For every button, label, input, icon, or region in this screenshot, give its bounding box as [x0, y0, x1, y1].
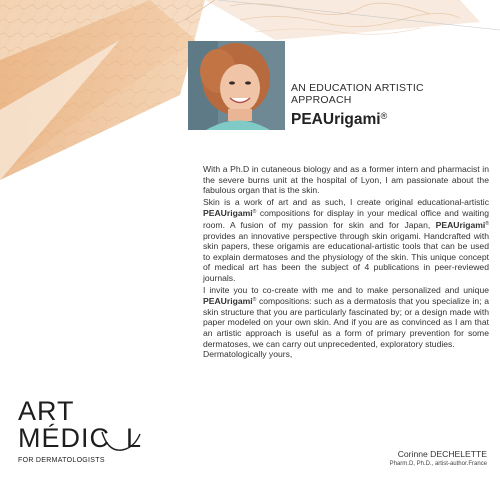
brand-inline: PEAUrigami [203, 296, 253, 307]
portrait-photo [188, 41, 285, 130]
paragraph-3: I invite you to co-create with me and to make personalized and unique PEAUrigami® compositions: such as a dermatosis that you specialize in; a skin structure that you are particularly fascinated by; or a design made with paper modeled on your own skin. And if you are as convinced as I am that an artistic approach is useful as a form of primary prevention for some dermatoses, we can carry out unprecedented, exploratory studies. [203, 284, 489, 349]
brand-inline: PEAUrigami [435, 219, 486, 230]
heading-block [291, 82, 491, 129]
brand-title [291, 107, 491, 129]
logo-line-2: MÉDIC L [18, 423, 143, 453]
signature-name: Corinne DECHELETTE [397, 449, 487, 459]
paragraph-4: Dermatologically yours, [203, 349, 293, 360]
brand-inline: PEAUrigami [203, 208, 253, 219]
subtitle-line-2: APPROACH [291, 94, 352, 106]
signature [390, 449, 487, 468]
paragraph-2: Skin is a work of art and as such, I create original educational-artistic PEAUrigami® compositions for display in your medical office and waiting room. A fusion of my passion for skin and for Japan, PEAUrigami® provides an innovative perspective through skin origami. Handcrafted with skin papers, these origamis are educational-artistic tools that can be used to explain dermatoses and the physiology of the skin. This unique concept of medical art has been the subject of 4 publications in peer-reviewed journals. [203, 196, 489, 283]
logo-swoosh-icon [100, 428, 158, 454]
signature-title: Pharm.D, Ph.D., artist-author.France [389, 461, 487, 467]
body-text [203, 164, 489, 360]
logo-line-3: FOR DERMATOLOGISTS [18, 457, 105, 464]
subtitle-line-1: AN EDUCATION ARTISTIC [291, 82, 424, 94]
paragraph-1: With a Ph.D in cutaneous biology and as a former intern and pharmacist in the severe burns unit at the hospital of Lyon, I am passionate about the fabulous organ that is the skin. [203, 164, 489, 196]
woman-portrait-icon [188, 41, 285, 130]
brand-mark: ® [380, 111, 388, 121]
brand-name: PEAUrigami [291, 111, 381, 128]
logo-line-1: ART [18, 396, 75, 426]
art-medical-logo [18, 398, 158, 468]
